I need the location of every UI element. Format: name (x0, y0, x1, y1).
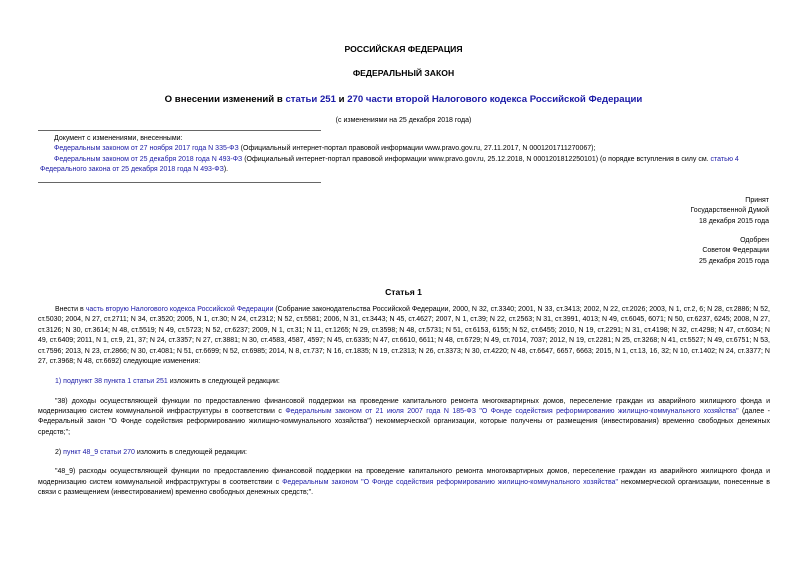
p4-link[interactable]: пункт 48_9 статьи 270 (63, 448, 135, 456)
law-title (0, 95, 807, 105)
title-text-1: О внесении изменений в (164, 94, 286, 105)
p1-start: Внести в (55, 306, 86, 313)
law-country: РОССИЙСКАЯ ФЕДЕРАЦИЯ (344, 44, 463, 54)
changes-block (40, 134, 780, 176)
duma-line-1: Принят (745, 197, 769, 204)
changes-item-1-link[interactable]: Федеральным законом от 27 ноября 2017 года N 335-ФЗ (54, 145, 239, 153)
changes-item-2-link2[interactable]: статью 4 Федерального закона от 25 декабря 2018 года N 493-ФЗ (40, 155, 739, 174)
adoption-council (699, 236, 769, 267)
p1-link-tax-code[interactable]: часть вторую Налогового кодекса Российской Федерации (85, 306, 274, 313)
p4-start: 2) (55, 448, 64, 456)
article-paragraph-2 (38, 377, 770, 387)
changes-item-2-text: (Официальный интернет-портал правовой информации www.pravo.gov.ru, 25.12.2018, N 0001201812250101) (о порядке вступления в силу см. (242, 155, 711, 163)
p1-rest: (Собрание законодательства Российской Федерации, 2000, N 32, ст.3340; 2001, N 33, ст.3413; 2002, N 22, ст.2026; 2003, N 1, ст.2, 6; N 28, ст.2886; N 52, ст.5030; 2004, N 27, ст.2711; N 34, ст.3520; 2005, N 1, ст.30; N 24, ст.2312; N 52, ст.5581; 2006, N 31, ст.3443; N 45, ст.4627; 2007, N 1, ст.39; N 22, ст.2563; N 31, ст.3991, 4013; N 49, ст.6045, 6071; N 50, ст.6237, 6245; 2008, N 27, ст.3126; N 30, ст.3614; N 48, ст.5519; N 49, ст.5723; N 52, ст.6237; 2009, N 1, ст.31; N 11, ст.1265; N 29, ст.3598; N 48, ст.5731; N 51, ст.6153, 6155; N 52, ст.6455; 2010, N 19, ст.2291; N 31, ст.4198; N 32, ст.4298; N 47, ст.6034; N 49, ст.6409; 2011, N 1, ст.9, 21, 37; N 24, ст.3357; N 27, ст.3881; N 30, ст.4583, 4587, 4597; N 45, ст.6335; N 47, ст.6610, 6611; N 48, ст.6729; N 49, ст.7014, 7037; 2012, N 19, ст.2281; N 25, ст.3268; N 41, ст.5527; N 49, ст.6751; N 53, ст.7596; 2013, N 23, ст.2866; N 30, ст.4081; N 51, ст.6699; N 52, ст.6985; 2014, N 8, ст.737; N 16, ст.1835; N 19, ст.2313; N 26, ст.3373; N 30, ст.4220; N 48, ст.6647, 6657, 6663; 2015, N 1, ст.13, 16, 32; N 10, ст.1402; N 24, ст.3377; N 27, ст.3968; N 48, ст.6692) следующие изменения: (38, 306, 770, 366)
adoption-duma (690, 196, 769, 227)
title-link-article-270[interactable]: 270 части второй Налогового кодекса Российской Федерации (347, 94, 643, 105)
changes-item-2 (40, 155, 780, 176)
changes-intro: Документ с изменениями, внесенными: (54, 135, 183, 142)
p3-start: "38) доходы осуществляющей функции по предоставлению финансовой поддержки на проведение капитального ремонта многоквартирных домов, переселение граждан из аварийного жилищного фонда и модернизацию систем коммунальной инфраструктуры в соответствии с (38, 397, 770, 416)
changes-item-2-link[interactable]: Федеральным законом от 25 декабря 2018 года N 493-ФЗ (54, 155, 243, 163)
p5-start: "48_9) расходы осуществляющей функции по предоставлению финансовой поддержки на проведение капитального ремонта многоквартирных домов, переселение граждан из аварийного жилищного фонда и модернизацию систем коммунальной инфраструктуры в соответствии с (38, 468, 770, 486)
p5-rest: некоммерческой организации, понесенные в связи с размещением (инвестированием) временно свободных денежных средств;". (38, 478, 770, 497)
divider-bottom (38, 182, 321, 183)
council-line-1: Одобрен (740, 237, 769, 244)
title-text-2: и (335, 94, 348, 105)
law-type: ФЕДЕРАЛЬНЫЙ ЗАКОН (352, 68, 455, 78)
p4-rest: изложить в следующей редакции: (134, 448, 247, 456)
law-subtitle: (с изменениями на 25 декабря 2018 года) (335, 117, 472, 124)
title-link-article-251[interactable]: статьи 251 (285, 94, 336, 105)
p3-link-fund-law[interactable]: Федеральным законом от 21 июля 2007 года N 185-ФЗ "О Фонде содействия реформированию жилищно-коммунального хозяйства" (285, 408, 739, 416)
divider-top (38, 130, 321, 131)
changes-item-1 (40, 144, 780, 154)
p2-rest: изложить в следующей редакции: (167, 377, 280, 385)
changes-item-1-text: (Официальный интернет-портал правовой информации www.pravo.gov.ru, 27.11.2017, N 0001201711270067); (238, 145, 596, 153)
duma-line-2: Государственной Думой (690, 207, 769, 215)
council-line-2: Советом Федерации (702, 247, 769, 255)
article-body (38, 305, 770, 508)
article-paragraph-4 (38, 448, 770, 458)
p5-link-fund-law[interactable]: Федеральным законом "О Фонде содействия реформированию жилищно-коммунального хозяйства" (282, 478, 618, 486)
changes-item-2-end: ). (223, 166, 229, 174)
p3-rest: (далее - Федеральный закон "О Фонде содействия реформированию жилищно-коммунального хозяйства") некоммерческой организации, которые получены от размещения (инвестирования) временно свободных денежных средств;"; (38, 408, 771, 436)
p2-link[interactable]: 1) подпункт 38 пункта 1 статьи 251 (55, 377, 168, 385)
article-paragraph-1 (38, 305, 770, 367)
duma-line-3: 18 декабря 2015 года (698, 217, 769, 225)
article-paragraph-3 (38, 397, 770, 439)
article-paragraph-5 (38, 467, 770, 498)
article-heading: Статья 1 (385, 287, 422, 297)
council-line-3: 25 декабря 2015 года (698, 257, 769, 265)
